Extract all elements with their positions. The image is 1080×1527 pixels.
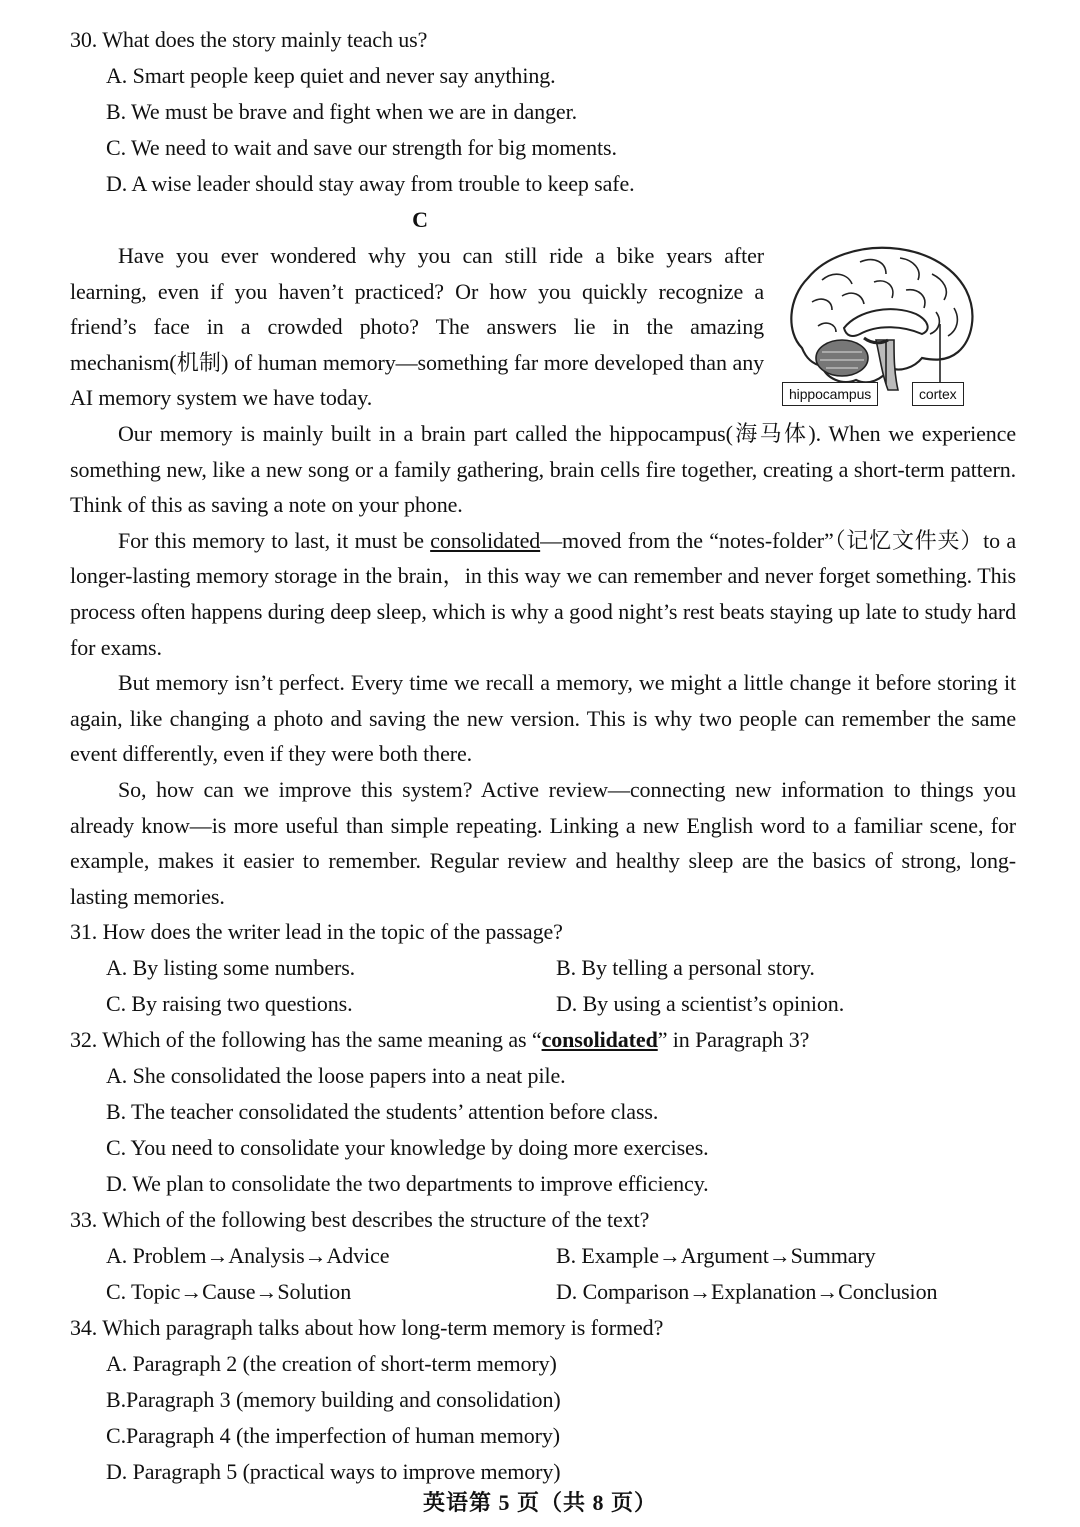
- question-32-stem-after: ” in Paragraph 3?: [657, 1027, 810, 1053]
- question-30-option-c: C. We need to wait and save our strength for big moments.: [106, 135, 617, 160]
- question-31-stem: 31. How does the writer lead in the topic of the passage?: [70, 919, 563, 945]
- question-32-keyword: consolidated: [541, 1027, 658, 1053]
- question-30-option-b: B. We must be brave and fight when we are in danger.: [106, 99, 577, 124]
- exam-page: [70, 22, 1016, 1490]
- question-33-row-1: [106, 1238, 1016, 1274]
- question-32-option-d: D. We plan to consolidate the two departments to improve efficiency.: [106, 1171, 709, 1197]
- cortex-label: cortex: [912, 382, 964, 406]
- paragraph-5: So, how can we improve this system? Active review—connecting new information to things you already know—is more useful than simple repeating. Linking a new English word to a familiar scene, for example, makes it easier to remember. Regular review and healthy sleep are the basics of strong, long-lasting memories.: [70, 776, 1016, 909]
- paragraph-4: But memory isn’t perfect. Every time we recall a memory, we might a little change it before storing it again, like changing a photo and saving the new version. This is why two people can remember the same event differently, even if they were both there.: [70, 670, 1016, 767]
- brain-figure: [782, 240, 978, 416]
- paragraph-2: Our memory is mainly built in a brain part called the hippocampus(海马体). When we experience something new, like a new song or a family gathering, brain cells fire together, creating a short-term pattern. Think of this as saving a note on your phone.: [70, 420, 1016, 518]
- question-33-stem: 33. Which of the following best describes the structure of the text?: [70, 1207, 650, 1233]
- hippocampus-label: hippocampus: [782, 382, 878, 406]
- question-32-option-a: A. She consolidated the loose papers into a neat pile.: [106, 1063, 566, 1089]
- question-31-row-1: [106, 950, 1016, 986]
- question-31-option-b: B. By telling a personal story.: [556, 955, 815, 981]
- page-footer: 英语第 5 页（共 8 页）: [422, 1490, 657, 1515]
- paragraph-3: [70, 523, 1016, 665]
- question-33-row-2: [106, 1274, 1016, 1310]
- question-34-option-d: D. Paragraph 5 (practical ways to improve memory): [106, 1459, 561, 1485]
- question-32-option-b: B. The teacher consolidated the students’ attention before class.: [106, 1099, 659, 1125]
- question-31-option-d: D. By using a scientist’s opinion.: [556, 991, 845, 1017]
- question-33-option-b: B. Example→Argument→Summary: [556, 1243, 876, 1269]
- question-33-option-a: A. Problem→Analysis→Advice: [106, 1243, 390, 1269]
- question-30-option-d: D. A wise leader should stay away from trouble to keep safe.: [106, 171, 635, 196]
- section-label: C: [412, 207, 428, 232]
- question-34-option-a: A. Paragraph 2 (the creation of short-term memory): [106, 1351, 557, 1377]
- passage-intro: [70, 238, 1016, 416]
- paragraph-1: Have you ever wondered why you can still ride a bike years after learning, even if you haven’t practiced? Or how you quickly recognize a friend’s face in a crowded photo? The answers lie in the amazing mechanism(机制) of human memory—something far more developed than any AI memory system we have today.: [70, 243, 764, 411]
- question-31-row-2: [106, 986, 1016, 1022]
- question-30-stem: 30. What does the story mainly teach us?: [70, 27, 428, 52]
- question-34-option-c: C.Paragraph 4 (the imperfection of human memory): [106, 1423, 560, 1449]
- question-32-stem-before: 32. Which of the following has the same meaning as “: [70, 1027, 542, 1053]
- question-30-option-a: A. Smart people keep quiet and never say anything.: [106, 63, 556, 88]
- question-34-option-b: B.Paragraph 3 (memory building and consolidation): [106, 1387, 561, 1413]
- underlined-word-consolidated: consolidated: [430, 527, 541, 553]
- question-32-option-c: C. You need to consolidate your knowledge by doing more exercises.: [106, 1135, 709, 1161]
- question-31-option-c: C. By raising two questions.: [106, 991, 353, 1017]
- paragraph-3-before: For this memory to last, it must be: [118, 527, 431, 553]
- question-34-stem: 34. Which paragraph talks about how long-term memory is formed?: [70, 1315, 664, 1341]
- question-31-option-a: A. By listing some numbers.: [106, 955, 356, 981]
- question-33-option-c: C. Topic→Cause→Solution: [106, 1279, 352, 1305]
- paragraph-3-after: —moved from the “notes-folder”（记忆文件夹）to a longer-lasting memory storage in the brain，in this way we can remember and never forget something. This process often happens during deep sleep, which is why a good night’s rest beats staying up late to study hard for exams.: [70, 527, 1016, 660]
- question-32-stem: [70, 1022, 1016, 1058]
- question-33-option-d: D. Comparison→Explanation→Conclusion: [556, 1279, 938, 1305]
